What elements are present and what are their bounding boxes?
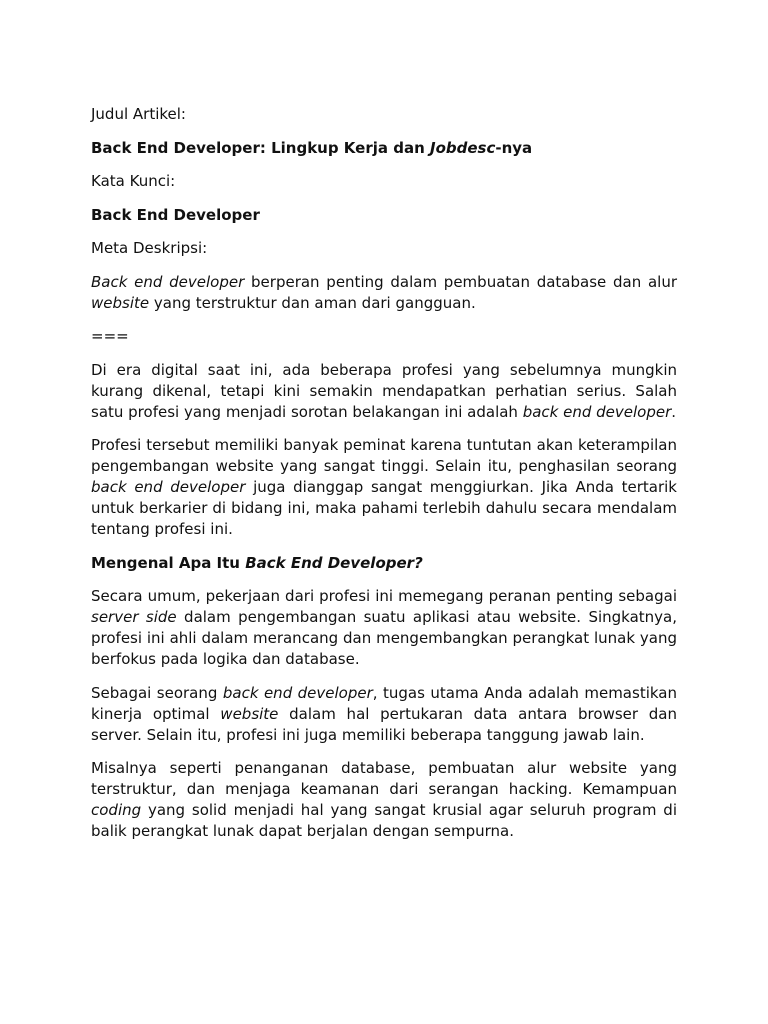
- p5-s2: coding: [91, 801, 142, 819]
- paragraph-3: [91, 586, 677, 670]
- article-title-part3: -nya: [495, 138, 533, 157]
- label-article-title: Judul Artikel:: [91, 105, 186, 123]
- paragraph-4: [91, 683, 677, 746]
- paragraph-5: [91, 758, 677, 842]
- p3-s2: server side: [91, 608, 177, 626]
- p4-s2: back end developer: [222, 683, 373, 702]
- h1-part1: Mengenal Apa Itu: [91, 553, 246, 572]
- paragraph-1: [91, 360, 677, 423]
- label-keyword: Kata Kunci:: [91, 172, 176, 190]
- p3-s3: dalam pengembangan suatu aplikasi atau website. Singkatnya, profesi ini ahli dalam merancang dan mengembangkan perangkat lunak yang berfokus pada logika dan database.: [91, 608, 678, 668]
- p4-s1: Sebagai seorang: [91, 683, 223, 702]
- label-meta-description: Meta Deskripsi:: [91, 239, 208, 257]
- p1-s1: Di era digital saat ini, ada beberapa profesi yang sebelumnya mungkin kurang dikenal, tetapi kini semakin mendapatkan perhatian serius. Salah satu profesi yang menjadi sorotan belakangan ini adalah: [91, 360, 677, 421]
- p5-s3: yang solid menjadi hal yang sangat krusial agar seluruh program di balik perangkat lunak dapat berjalan dengan sempurna.: [91, 801, 677, 840]
- article-title-part2: Jobdesc: [430, 138, 496, 157]
- meta-description: [91, 272, 677, 314]
- p4-s3: , tugas utama Anda adalah memastikan kinerja optimal: [91, 683, 677, 723]
- article-title-part1: Back End Developer: Lingkup Kerja dan: [91, 138, 430, 157]
- meta-s3: website: [91, 293, 150, 312]
- p2-s3: juga dianggap sangat menggiurkan. Jika Anda tertarik untuk berkarier di bidang ini, maka pahami terlebih dahulu secara mendalam tentang profesi ini.: [91, 478, 677, 538]
- separator: ===: [91, 327, 129, 345]
- p3-s1: Secara umum, pekerjaan dari profesi ini memegang peranan penting sebagai: [91, 587, 677, 605]
- p2-s1: Profesi tersebut memiliki banyak peminat karena tuntutan akan keterampilan pengembangan website yang sangat tinggi. Selain itu, penghasilan seorang: [91, 436, 677, 475]
- meta-s2: berperan penting dalam pembuatan database dan alur: [244, 272, 677, 291]
- p4-s5: dalam hal pertukaran data antara browser dan server. Selain itu, profesi ini juga memiliki beberapa tanggung jawab lain.: [91, 704, 677, 744]
- p2-s2: back end developer: [91, 478, 246, 496]
- p1-s2: back end developer: [522, 402, 672, 421]
- keyword: Back End Developer: [91, 205, 260, 224]
- p4-s4: website: [220, 704, 279, 723]
- p1-s3: .: [671, 402, 677, 421]
- meta-s1: Back end developer: [91, 272, 245, 291]
- article-title: [91, 138, 677, 159]
- meta-s4: yang terstruktur dan aman dari gangguan.: [149, 293, 476, 312]
- paragraph-2: [91, 435, 677, 540]
- h1-part2: Back End Developer?: [245, 553, 423, 572]
- p5-s1: Misalnya seperti penanganan database, pembuatan alur website yang terstruktur, dan menjaga keamanan dari serangan hacking. Kemampuan: [91, 759, 677, 798]
- heading-1: [91, 553, 677, 574]
- document-page: [91, 104, 677, 855]
